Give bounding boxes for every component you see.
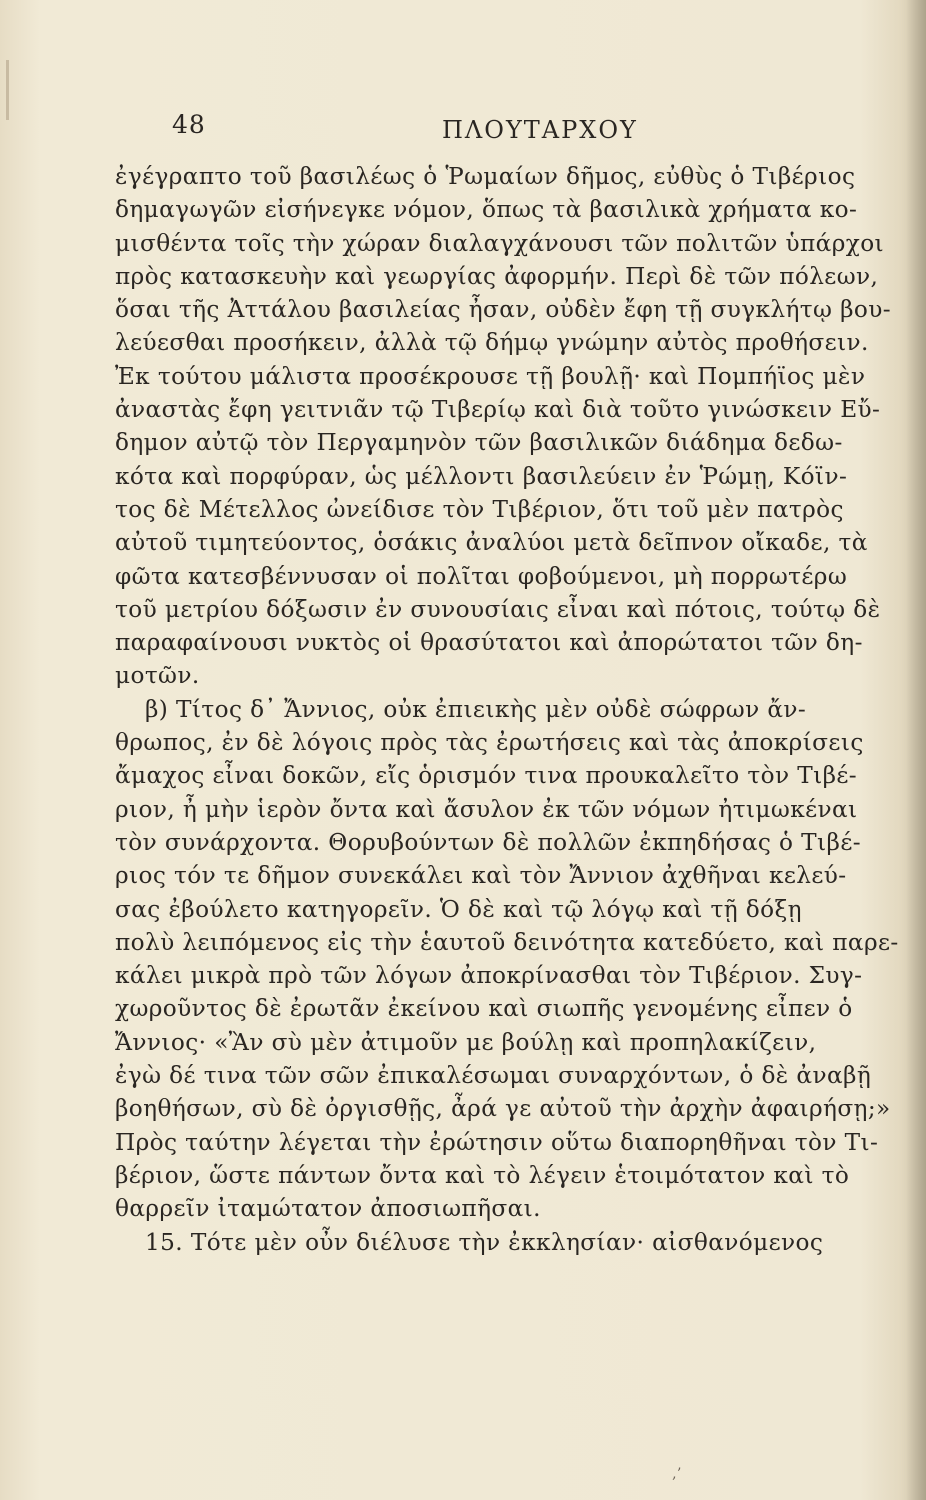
text-line: δημαγωγῶν εἰσήνεγκε νόμον, ὅπως τὰ βασιλικὰ χρήματα κο- [115, 196, 858, 224]
text-line: ἄμαχος εἶναι δοκῶν, εἴς ὁρισμόν τινα προυκαλεῖτο τὸν Τιβέ- [115, 762, 858, 790]
text-line: μισθέντα τοῖς τὴν χώραν διαλαγχάνουσι τῶν πολιτῶν ὑπάρχοι [115, 229, 885, 257]
running-title: ΠΛΟΥΤΑΡΧΟΥ [442, 116, 638, 144]
text-line: αὐτοῦ τιμητεύοντος, ὁσάκις ἀναλύοι μετὰ δεῖπνον οἴκαδε, τὰ [115, 529, 868, 557]
text-line: Πρὸς ταύτην λέγεται τὴν ἐρώτησιν οὕτω διαπορηθῆναι τὸν Τι- [115, 1128, 879, 1156]
text-line: βοηθήσων, σὺ δὲ ὀργισθῇς, ἆρά γε αὐτοῦ τὴν ἀρχὴν ἀφαιρήσῃ;» [115, 1095, 891, 1123]
text-line: τος δὲ Μέτελλος ὠνείδισε τὸν Τιβέριον, ὅτι τοῦ μὲν πατρὸς [115, 495, 844, 523]
text-line: πολὺ λειπόμενος εἰς τὴν ἑαυτοῦ δεινότητα κατεδύετο, καὶ παρε- [115, 928, 899, 956]
text-line: τὸν συνάρχοντα. Θορυβούντων δὲ πολλῶν ἐκπηδήσας ὁ Τιβέ- [115, 828, 861, 856]
text-line: Ἐκ τούτου μάλιστα προσέκρουσε τῇ βουλῇ· καὶ Πομπήϊος μὲν [115, 362, 866, 390]
page-number: 48 [172, 110, 206, 139]
page-edge-shadow [906, 0, 926, 1500]
page-header [172, 110, 892, 150]
text-line: ὅσαι τῆς Ἀττάλου βασιλείας ἦσαν, οὐδὲν ἔφη τῇ συγκλήτῳ βου- [115, 296, 892, 324]
text-line: ριον, ἦ μὴν ἱερὸν ὄντα καὶ ἄσυλον ἐκ τῶν νόμων ἠτιμωκέναι [115, 795, 858, 823]
text-line: τοῦ μετρίου δόξωσιν ἐν συνουσίαις εἶναι καὶ πότοις, τούτῳ δὲ [115, 595, 881, 623]
text-line: ἐγὼ δέ τινα τῶν σῶν ἐπικαλέσωμαι συναρχόντων, ὁ δὲ ἀναβῇ [115, 1062, 872, 1090]
text-line: θρωπος, ἐν δὲ λόγοις πρὸς τὰς ἐρωτήσεις καὶ τὰς ἀποκρίσεις [115, 729, 864, 757]
text-line: σας ἐβούλετο κατηγορεῖν. Ὁ δὲ καὶ τῷ λόγῳ καὶ τῇ δόξῃ [115, 895, 802, 923]
text-line: Ἄννιος· «Ἂν σὺ μὲν ἀτιμοῦν με βούλῃ καὶ προπηλακίζειν, [115, 1028, 817, 1056]
text-line: βέριον, ὥστε πάντων ὄντα καὶ τὸ λέγειν ἑτοιμότατον καὶ τὸ [115, 1161, 850, 1189]
text-line: κάλει μικρὰ πρὸ τῶν λόγων ἀποκρίνασθαι τὸν Τιβέριον. Συγ- [115, 962, 863, 990]
text-line: πρὸς κατασκευὴν καὶ γεωργίας ἀφορμήν. Περὶ δὲ τῶν πόλεων, [115, 262, 879, 290]
text-line: δημον αὐτῷ τὸν Περγαμηνὸν τῶν βασιλικῶν διάδημα δεδω- [115, 429, 843, 457]
text-line: ἐγέγραπτο τοῦ βασιλέως ὁ Ῥωμαίων δῆμος, εὐθὺς ὁ Τιβέριος [115, 163, 856, 190]
text-line: παραφαίνουσι νυκτὸς οἱ θρασύτατοι καὶ ἀπορώτατοι τῶν δη- [115, 629, 863, 657]
body-text [115, 160, 905, 1259]
paragraph-start: β) Τίτος δ᾽ Ἄννιος, οὐκ ἐπιεικὴς μὲν οὐδὲ σώφρων ἄν- [145, 695, 807, 723]
text-line: θαρρεῖν ἰταμώτατον ἀποσιωπῆσαι. [115, 1195, 541, 1223]
text-line: λεύεσθαι προσήκειν, ἀλλὰ τῷ δήμῳ γνώμην αὐτὸς προθήσειν. [115, 329, 869, 357]
footer-mark: ‚ʼ [672, 1466, 681, 1482]
text-line: φῶτα κατεσβέννυσαν οἱ πολῖται φοβούμενοι, μὴ πορρωτέρω [115, 562, 848, 590]
text-line: κότα καὶ πορφύραν, ὡς μέλλοντι βασιλεύειν ἐν Ῥώμῃ, Κόϊν- [115, 462, 848, 490]
margin-mark [6, 60, 9, 120]
text-line: ριος τόν τε δῆμον συνεκάλει καὶ τὸν Ἄννιον ἀχθῆναι κελεύ- [115, 862, 847, 890]
paragraph-start: 15. Τότε μὲν οὖν διέλυσε τὴν ἐκκλησίαν· αἰσθανόμενος [145, 1228, 824, 1256]
text-line: ἀναστὰς ἔφη γειτνιᾶν τῷ Τιβερίῳ καὶ διὰ τοῦτο γινώσκειν Εὔ- [115, 396, 881, 424]
text-line: μοτῶν. [115, 662, 200, 690]
text-line: χωροῦντος δὲ ἐρωτᾶν ἐκείνου καὶ σιωπῆς γενομένης εἶπεν ὁ [115, 995, 853, 1023]
